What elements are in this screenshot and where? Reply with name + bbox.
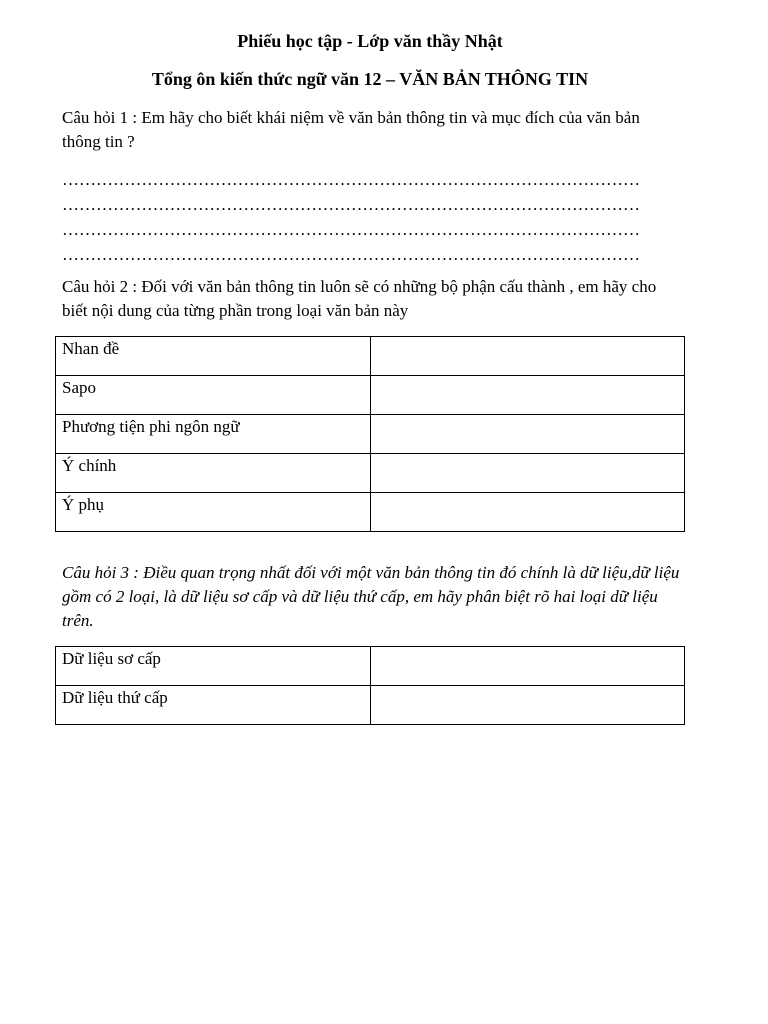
worksheet-title: Phiếu học tập - Lớp văn thầy Nhật bbox=[237, 31, 503, 51]
answer-line: ………………………………………………………………………………………… bbox=[62, 245, 640, 264]
worksheet-subtitle: Tổng ôn kiến thức ngữ văn 12 – VĂN BẢN THÔNG TIN bbox=[151, 69, 589, 89]
answer-cell[interactable] bbox=[370, 376, 685, 415]
row-label: Ý phụ bbox=[56, 493, 371, 532]
question-3-text: Câu hỏi 3 : Điều quan trọng nhất đối với một văn bản thông tin đó chính là dữ liệu,dữ liệu gồm có 2 loại, là dữ liệu sơ cấp và dữ liệu thứ cấp, em hãy phân biệt rõ hai loại dữ liệu trên. bbox=[62, 563, 680, 630]
table-row bbox=[56, 415, 685, 454]
question-2-table bbox=[55, 336, 685, 532]
table-row bbox=[56, 376, 685, 415]
row-label: Phương tiện phi ngôn ngữ bbox=[56, 415, 371, 454]
row-label: Ý chính bbox=[56, 454, 371, 493]
answer-cell[interactable] bbox=[370, 454, 685, 493]
table-row bbox=[56, 454, 685, 493]
answer-cell[interactable] bbox=[370, 686, 685, 725]
row-label: Dữ liệu sơ cấp bbox=[56, 647, 371, 686]
answer-cell[interactable] bbox=[370, 647, 685, 686]
table-row bbox=[56, 686, 685, 725]
answer-line: ………………………………………………………………………………………… bbox=[62, 170, 640, 189]
answer-line: ………………………………………………………………………………………… bbox=[62, 195, 640, 214]
answer-line: ………………………………………………………………………………………… bbox=[62, 220, 640, 239]
question-1-text: Câu hỏi 1 : Em hãy cho biết khái niệm về văn bản thông tin và mục đích của văn bản thông tin ? bbox=[62, 108, 640, 151]
row-label: Dữ liệu thứ cấp bbox=[56, 686, 371, 725]
answer-cell[interactable] bbox=[370, 493, 685, 532]
table-row bbox=[56, 337, 685, 376]
answer-cell[interactable] bbox=[370, 415, 685, 454]
answer-cell[interactable] bbox=[370, 337, 685, 376]
row-label: Nhan đề bbox=[56, 337, 371, 376]
answer-lines-q1 bbox=[62, 167, 692, 267]
question-3-table bbox=[55, 646, 685, 725]
table-row bbox=[56, 647, 685, 686]
question-2-text: Câu hỏi 2 : Đối với văn bản thông tin luôn sẽ có những bộ phận cấu thành , em hãy cho biết nội dung của từng phần trong loại văn bản này bbox=[62, 277, 657, 320]
row-label: Sapo bbox=[56, 376, 371, 415]
table-row bbox=[56, 493, 685, 532]
